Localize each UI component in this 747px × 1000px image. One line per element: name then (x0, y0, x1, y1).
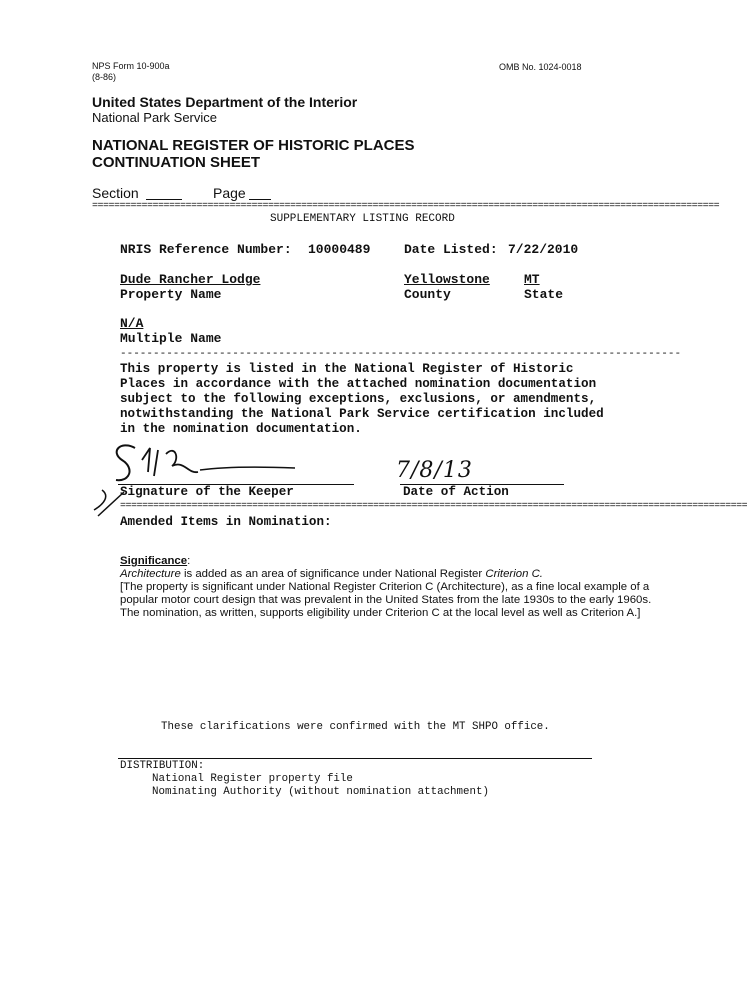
distribution-rule (118, 758, 592, 759)
statement-line: Places in accordance with the attached nomination documentation (120, 377, 597, 391)
double-rule-bottom: ================================================================================================================== (120, 501, 747, 512)
statement-line: notwithstanding the National Park Service certification included (120, 407, 604, 421)
distribution-item: Nominating Authority (without nomination attachment) (152, 786, 489, 798)
nris-value: 10000489 (308, 242, 371, 257)
date-of-action-label: Date of Action (403, 485, 509, 499)
state-label: State (524, 287, 564, 302)
date-of-action-handwritten: 7/8/13 (396, 458, 473, 483)
distribution-item: National Register property file (152, 773, 353, 785)
omb-number: OMB No. 1024-0018 (499, 62, 582, 72)
county-label: County (404, 287, 451, 302)
amended-items-label: Amended Items in Nomination: (120, 515, 332, 529)
significance-paragraph-line: popular motor court design that was prevalent in the United States from the late 1930s to the early 1960s. (120, 594, 652, 606)
significance-paragraph-line: [The property is significant under National Register Criterion C (Architecture), as a fine local example of a (120, 581, 650, 593)
page-title-line2: CONTINUATION SHEET (92, 154, 261, 171)
dashed-rule: ------------------------------------------------------------------------------------- (120, 348, 682, 360)
significance-line1: Architecture is added as an area of significance under National Register Criterion C. (120, 568, 543, 580)
state-value: MT (524, 272, 540, 287)
property-name-value: Dude Rancher Lodge (120, 272, 261, 287)
page-label: Page (213, 185, 246, 201)
double-rule-top: ================================================================================================================== (92, 201, 720, 212)
signature-label: Signature of the Keeper (120, 485, 294, 499)
statement-line: in the nomination documentation. (120, 422, 362, 436)
multiple-name-value: N/A (120, 316, 144, 331)
clarification-note: These clarifications were confirmed with the MT SHPO office. (161, 721, 550, 733)
property-name-label: Property Name (120, 287, 222, 302)
section-label: Section (92, 185, 139, 201)
section-blank (146, 199, 182, 200)
page-title-line1: NATIONAL REGISTER OF HISTORIC PLACES (92, 137, 415, 154)
form-number: NPS Form 10-900a (92, 61, 170, 71)
department-name: United States Department of the Interior (92, 94, 358, 110)
significance-paragraph-line: The nomination, as written, supports eligibility under Criterion C at the local level as well as Criterion A.] (120, 607, 641, 619)
page-blank (249, 199, 271, 200)
statement-line: subject to the following exceptions, exclusions, or amendments, (120, 392, 597, 406)
date-listed-value: 7/22/2010 (508, 242, 579, 257)
record-title: SUPPLEMENTARY LISTING RECORD (270, 213, 455, 225)
distribution-heading: DISTRIBUTION: (120, 760, 205, 772)
service-name: National Park Service (92, 110, 217, 125)
multiple-name-label: Multiple Name (120, 331, 222, 346)
date-listed-label: Date Listed: (404, 242, 498, 257)
significance-heading: Significance: (120, 555, 191, 567)
nris-label: NRIS Reference Number: (120, 242, 292, 257)
form-date: (8-86) (92, 72, 117, 82)
statement-line: This property is listed in the National Register of Historic (120, 362, 574, 376)
county-value: Yellowstone (404, 272, 490, 287)
